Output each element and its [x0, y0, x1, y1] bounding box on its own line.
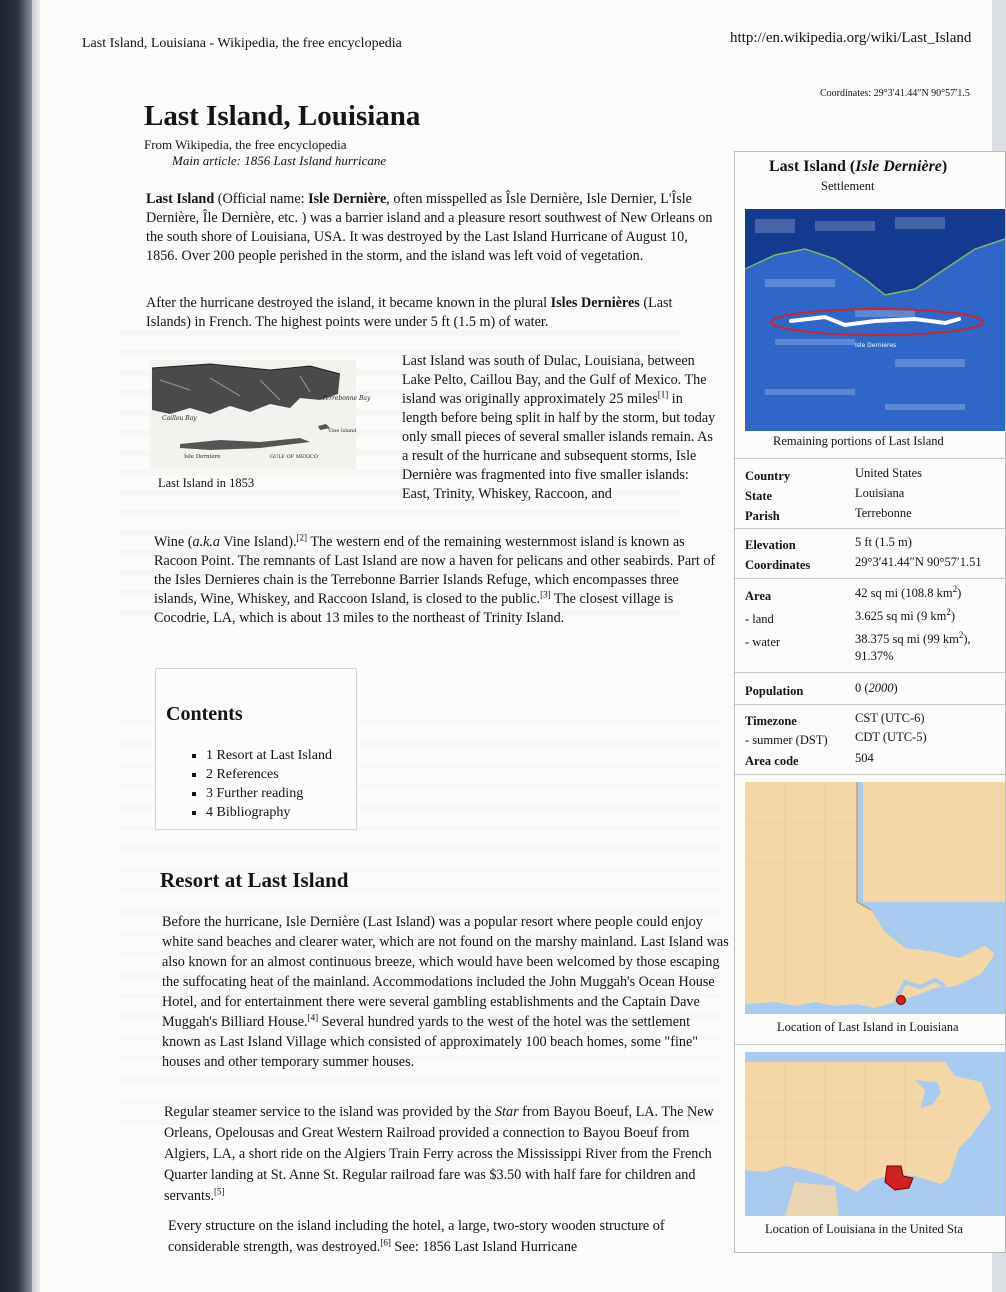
label-state: State	[745, 489, 773, 503]
svg-text:Isle Dernieres: Isle Dernieres	[855, 342, 897, 349]
main-article-hatnote[interactable]: Main article: 1856 Last Island hurricane	[172, 153, 387, 168]
infobox-subtitle: Settlement	[821, 179, 875, 193]
citation-4[interactable]: [4]	[307, 1012, 319, 1023]
svg-text:Vine Island: Vine Island	[328, 428, 357, 434]
divider	[735, 458, 1005, 459]
infobox-title: Last Island (Isle Dernière)	[769, 158, 948, 175]
print-header-url[interactable]: http://en.wikipedia.org/wiki/Last_Island	[730, 30, 972, 46]
label-summer-dst: - summer (DST)	[745, 733, 828, 747]
svg-text:Caillou Bay: Caillou Bay	[162, 415, 197, 422]
resort-paragraph-3: Every structure on the island including the hotel, a large, two-story wooden structure of considerable strength, was destroyed.[6] See: 1856 Last Island Hurricane	[168, 1218, 665, 1255]
map2-caption: Location of Last Island in Louisiana	[777, 1020, 959, 1034]
page-title: Last Island, Louisiana	[144, 100, 421, 132]
figure-caption: Last Island in 1853	[158, 476, 255, 490]
value-area: 42 sq mi (108.8 $km^2$)	[855, 583, 962, 600]
intro-paragraph-2: After the hurricane destroyed the island, it became known in the plural Isles Dernières (Last Islands) in French. The highest points were under 5 ft (1.5 m) of water.	[146, 295, 673, 330]
value-parish[interactable]: Terrebonne	[855, 506, 912, 520]
satellite-image[interactable]	[745, 209, 1005, 436]
toc-title: Contents	[166, 703, 243, 725]
toc-item-bibliography[interactable]: ▪ 4 Bibliography	[206, 803, 332, 822]
label-population: Population	[745, 684, 804, 698]
toc-item-resort[interactable]: ▪ 1 Resort at Last Island	[206, 746, 332, 765]
scanned-page	[40, 0, 992, 1292]
value-population: 0 (2000)	[855, 681, 898, 695]
value-land: 3.625 sq mi (9 $km^2$)	[855, 606, 955, 623]
svg-text:Isle Derniere: Isle Derniere	[184, 454, 221, 460]
map3-caption: Location of Louisiana in the United Sta	[765, 1222, 963, 1236]
value-water: 38.375 sq mi (99 $km^2$), 91.37%	[855, 629, 971, 663]
print-header-title: Last Island, Louisiana - Wikipedia, the free encyclopedia	[82, 36, 402, 51]
label-country: Country	[745, 469, 791, 483]
coordinates-top[interactable]: Coordinates: 29°3′41.44″N 90°57′1.5	[820, 88, 970, 99]
value-summer-dst[interactable]: CDT (UTC-5)	[855, 730, 927, 744]
divider	[735, 672, 1005, 673]
svg-text:Terrebonne Bay: Terrebonne Bay	[322, 395, 371, 402]
label-land: - land	[745, 612, 774, 626]
divider	[735, 528, 1005, 529]
citation-2[interactable]: [2]	[296, 532, 308, 543]
map1-caption: Remaining portions of Last Island	[773, 434, 944, 448]
resort-paragraph-2: Regular steamer service to the island was provided by the Star from Bayou Boeuf, LA. The New Orleans, Opelousas and Great Western Railroad provided a connection to Bayou Boeuf from Algiers, LA, a short ride on the Algiers Train Ferry across the Mississippi River from the French Quarter landing at St. Anne St. Regular railroad fare was $3.50 with half fare for children and servants.[5]	[164, 1104, 714, 1204]
toc-item-further-reading[interactable]: ▪ 3 Further reading	[206, 784, 332, 803]
citation-6[interactable]: [6]	[380, 1237, 391, 1248]
toc-list	[206, 746, 332, 822]
value-timezone[interactable]: CST (UTC-6)	[855, 711, 925, 725]
citation-1[interactable]: [1]	[657, 389, 669, 400]
value-country[interactable]: United States	[855, 466, 923, 480]
historic-map-image	[150, 360, 371, 470]
intro-paragraph-1: Last Island (Official name: Isle Dernière, often misspelled as Îsle Dernière, Isle Dernier, L'Îsle Dernière, Île Dernière, etc. ) was a barrier island and a pleasure resort southwest of New Orleans on the south shore of Louisiana, USA. It was destroyed by the Last Island Hurricane of August 10, 1856. Over 200 people perished in the storm, and the island was left void of vegetation.	[146, 191, 713, 264]
scanner-paper-edge	[32, 0, 40, 1292]
tagline: From Wikipedia, the free encyclopedia	[144, 137, 347, 152]
citation-5[interactable]: [5]	[214, 1186, 225, 1197]
us-locator-map[interactable]	[745, 1052, 1005, 1221]
table-of-contents	[155, 668, 357, 830]
divider	[735, 704, 1005, 705]
resort-paragraph-1: Before the hurricane, Isle Dernière (Last Island) was a popular resort where people could enjoy white sand beaches and clearer water, which are not found on the marshy mainland. Last Island was also known for an almost continuous breeze, which would have been welcomed by those escaping the suffocating heat of the mainland. Accommodations included the John Muggah's Ocean House Hotel, and for entertainment there were several gambling establishments and the Captain Dave Muggah's Billiard House.[4] Several hundred yards to the west of the hotel was the settlement known as Last Island Village which consisted of approximately 100 beach homes, some "fine" houses and other temporary summer houses.	[162, 914, 729, 1070]
body-paragraph-4: Wine (a.k.a Vine Island).[2] The western end of the remaining westernmost island is known as Racoon Point. The remnants of Last Island are now a haven for pelicans and other seabirds. Part of the Isles Dernieres chain is the Terrebonne Barrier Islands Refuge, which encompasses three islands, Wine, Whiskey, and Raccoon Island, is closed to the public.[3] The closest village is Cocodrie, LA, which is about 13 miles to the northeast of Trinity Island.	[154, 532, 716, 626]
value-state[interactable]: Louisiana	[855, 486, 905, 500]
divider	[735, 578, 1005, 579]
divider	[735, 774, 1005, 775]
infobox	[734, 151, 1006, 1253]
label-area-code: Area code	[745, 754, 799, 768]
value-area-code[interactable]: 504	[855, 751, 874, 765]
scanner-dark-edge	[0, 0, 32, 1292]
label-coordinates: Coordinates	[745, 558, 811, 572]
value-coordinates[interactable]: 29°3′41.44″N 90°57′1.51	[855, 555, 982, 569]
label-area: Area	[745, 589, 772, 603]
citation-3[interactable]: [3]	[540, 589, 551, 600]
location-marker	[897, 996, 906, 1005]
label-elevation: Elevation	[745, 538, 796, 552]
label-water: - water	[745, 635, 781, 649]
body-paragraph-3: Last Island was south of Dulac, Louisiana, between Lake Pelto, Caillou Bay, and the Gulf of Mexico. The island was originally approximately 25 miles[1] in length before being split in half by the storm, but today only small pieces of several smaller islands remain. As a result of the hurricane and subsequent storms, Isle Dernière was fragmented into five smaller islands: East, Trinity, Whiskey, Raccoon, and	[402, 353, 716, 502]
divider	[735, 1044, 1005, 1045]
label-parish: Parish	[745, 509, 780, 523]
louisiana-locator-map[interactable]	[745, 782, 1005, 1019]
value-elevation: 5 ft (1.5 m)	[855, 535, 912, 549]
label-timezone: Timezone	[745, 714, 797, 728]
toc-item-references[interactable]: ▪ 2 References	[206, 765, 332, 784]
section-heading-resort: Resort at Last Island	[160, 868, 349, 892]
svg-text:GULF OF MEXICO: GULF OF MEXICO	[270, 454, 318, 460]
